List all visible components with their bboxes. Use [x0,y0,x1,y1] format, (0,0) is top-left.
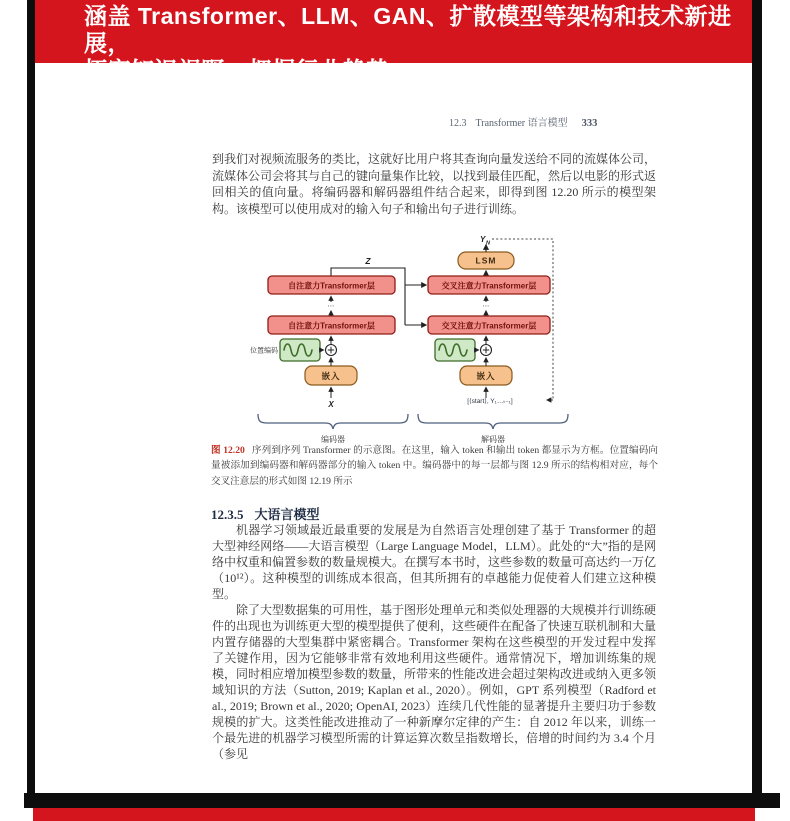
section-heading-number: 12.3.5 [211,507,244,522]
figure-caption-number: 图 12.20 [211,445,245,456]
photo-frame-bottom-bar [24,793,780,808]
decoder-brace-label: 解码器 [481,435,505,444]
self-attention-box-bottom-label: 自注意力Transformer层 [288,321,375,331]
llm-paragraph-1: 机器学习领域最近最重要的发展是为自然语言处理创建了基于 Transformer 的超大型神经网络——大语言模型（Large Language Model，LLM）。此处的“大”指的是网络中权重和偏置参数的数量规模大。在撰写本书时，这些参数的数量可高达约一万亿（10¹²）。这种模型的训练成本很高，但其所拥有的卓越能力促使着人们建立这种模型。 [212,523,657,601]
self-attention-box-top-label: 自注意力Transformer层 [288,281,375,291]
decoder-position-encoding-box [435,339,475,361]
lsm-box-label: LSM [475,255,497,266]
encoder-ellipsis: ⋯ [327,303,335,310]
section-heading-title: 大语言模型 [254,507,320,522]
banner-line-1: 涵盖 Transformer、LLM、GAN、扩散模型等架构和技术新进展， [84,3,732,56]
running-head [449,114,597,129]
x-input-label: X [328,400,334,409]
output-label-y: Y [480,235,486,244]
figure-caption [211,443,658,489]
intro-paragraph: 到我们对视频流服务的类比，这就好比用户将其查询向量发送给不同的流媒体公司，流媒体公司会将其与自己的键向量集作比较，以找到最佳匹配，然后以电影的形式返回相关的值向量。将编码器和解码器组件结合起来，即得到图 12.20 所示的模型架构。该模型可以使用成对的输入句子和输出句子进行训练。 [212,152,657,216]
decoder-embedding-label: 嵌入 [476,371,496,381]
cross-attention-box-bottom-label: 交叉注意力Transformer层 [441,321,537,331]
encoder-embedding-label: 嵌入 [321,371,341,381]
section-heading [211,504,320,523]
encoder-position-encoding-box [280,339,320,361]
running-head-section-no: 12.3 [449,118,467,129]
page-number: 333 [581,118,598,129]
position-encoding-label: 位置编码 [250,347,278,355]
figure-12-20-diagram [240,228,575,445]
marketing-banner [35,0,752,63]
encoder-brace [258,414,408,429]
figure-caption-text: 序列到序列 Transformer 的示意图。在这里，输入 token 和输出 token 都显示为方框。位置编码向量被添加到编码器和解码器部分的输入 token 中。编码器中的每一层都与图 12.9 所示的结构相对应，每个交叉注意层的形式如图 12.19 所示 [211,445,658,487]
start-token-label: [⟨start⟩, Y₁…ₜ₋₁] [467,398,513,405]
decoder-brace [418,414,568,429]
photo-frame-left-bar [27,0,35,808]
running-head-section-title: Transformer 语言模型 [475,118,568,129]
llm-paragraph-2: 除了大型数据集的可用性，基于图形处理单元和类似处理器的大规模并行训练硬件的出现也为训练更大型的模型提供了便利，这些硬件在配备了快速互联机制和大量内置存储器的大型集群中紧密耦合。Transformer 架构在这些模型的开发过程中发挥了关键作用，因为它能够非常有效地利用这些硬件。通常情况下，增加训练集的规模，同时相应增加模型参数的数量，所带来的性能改进会超过架构改进或纳入更多领域知识的方法（Sutton, 2019; Kaplan et al., 2020）。例如，GPT 系列模型（Radford et al., 2019; Brown et al., 2020; OpenAI, 2023）连续几代性能的显著提升主要归功于参数规模的扩大。这类性能改进推动了一种新摩尔定律的产生：自 2012 年以来，训练一个最先进的机器学习模型所需的计算运算次数呈指数增长，倍增的时间约为 3.4 个月（参见 [212,603,657,761]
llm-paragraphs [212,522,656,762]
output-label-y-sub: N [486,240,490,247]
cross-attention-box-top-label: 交叉注意力Transformer层 [441,281,537,291]
next-banner-strip [33,808,755,821]
decoder-ellipsis: ⋯ [482,303,490,310]
photo-frame-right-bar [752,0,762,808]
z-label: Z [365,256,371,266]
encoder-brace-label: 编码器 [321,435,345,444]
